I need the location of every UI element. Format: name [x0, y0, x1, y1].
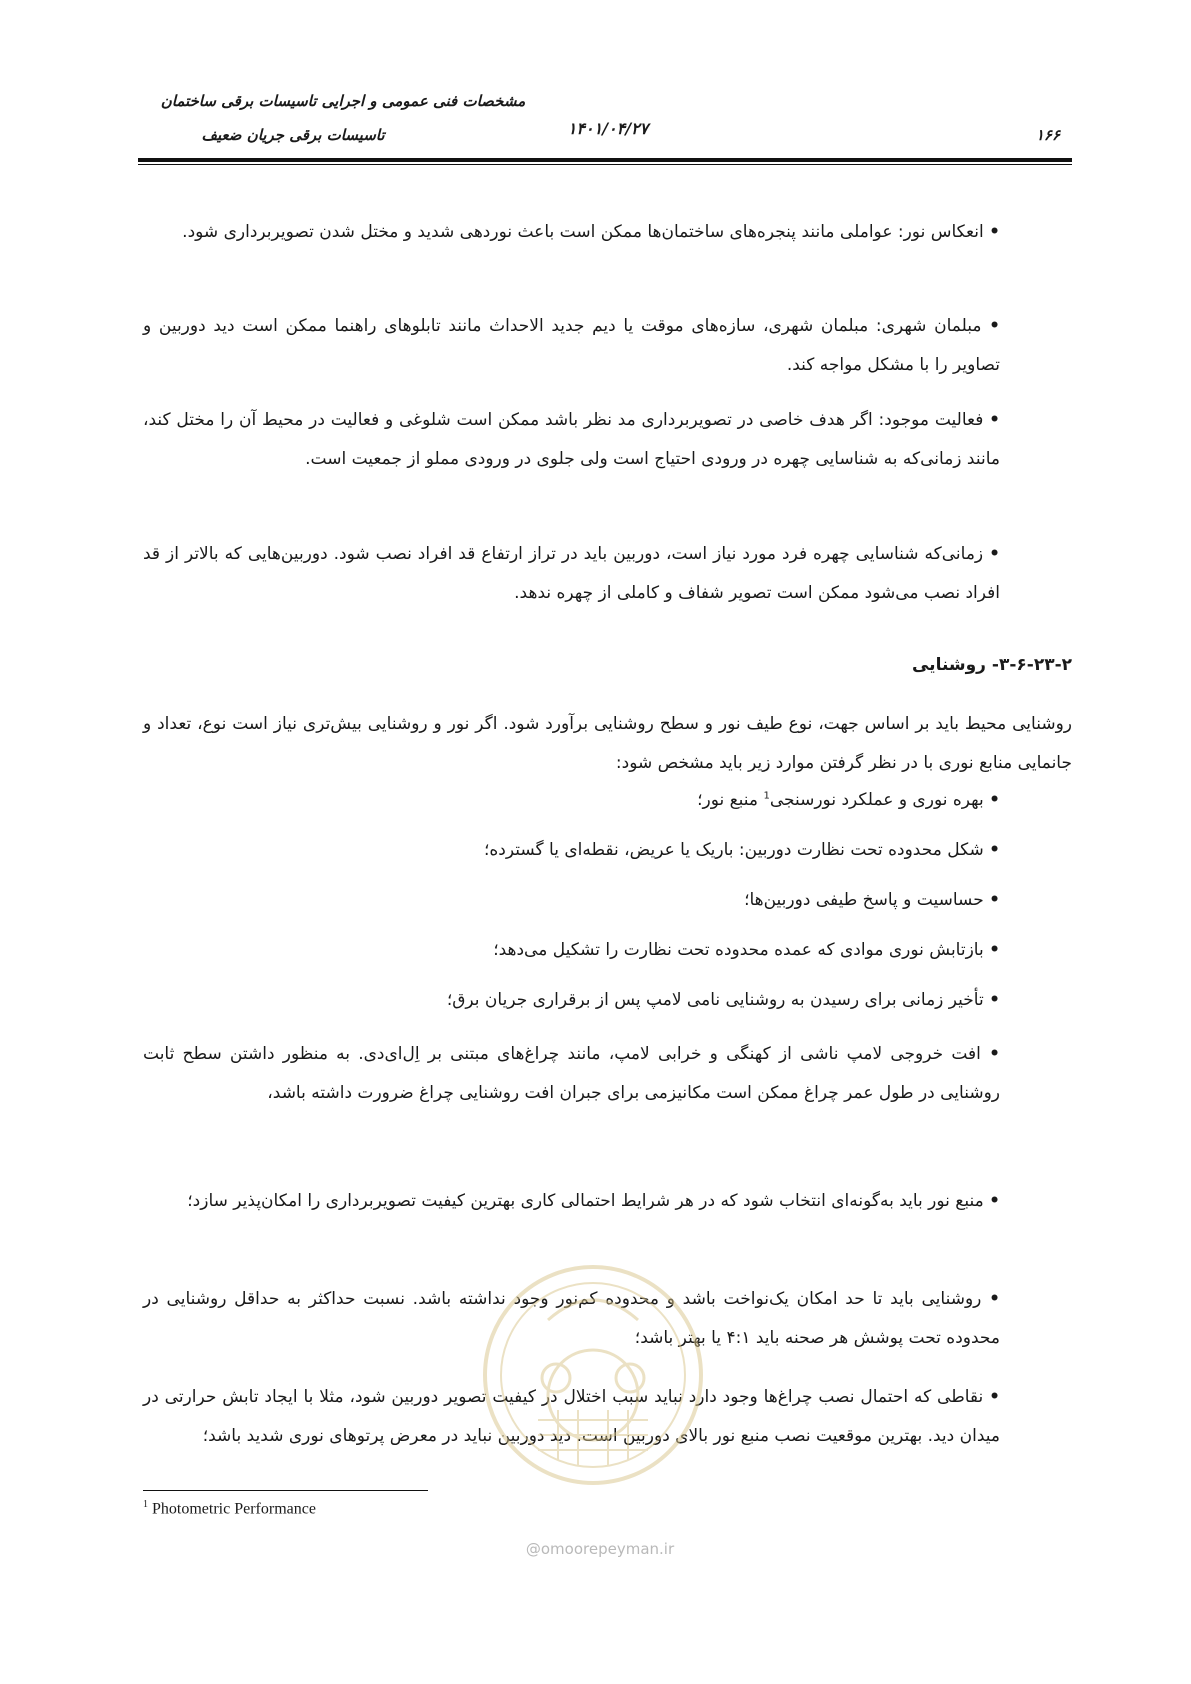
list-item: • منبع نور باید به‌گونه‌ای انتخاب شود که در هر شرایط احتمالی کاری بهترین کیفیت تصویربرداری را امکان‌پذیر سازد؛: [187, 1191, 1000, 1211]
section-intro: روشنایی محیط باید بر اساس جهت، نوع طیف نور و سطح روشنایی برآورد شود. اگر نور و روشنایی بیش‌تری نیاز است نوع، تعداد و جانمایی منابع نوری با در نظر گرفتن موارد زیر باید مشخص شود:: [143, 714, 1072, 773]
list-item-text: شکل محدوده تحت نظارت دوربین: باریک یا عریض، نقطه‌ای یا گسترده؛: [483, 840, 984, 860]
list-item: • حساسیت و پاسخ طیفی دوربین‌ها؛: [744, 890, 1000, 910]
watermark-site: @omoorepeyman.ir: [525, 1540, 675, 1558]
list-item: • تأخیر زمانی برای رسیدن به روشنایی نامی لامپ پس از برقراری جریان برق؛: [446, 990, 1000, 1010]
header-rule-thin: [138, 164, 1072, 165]
footnote-ref: 1: [763, 790, 770, 802]
list-item-text: بازتابش نوری موادی که عمده محدوده تحت نظارت را تشکیل می‌دهد؛: [493, 940, 984, 960]
bullet-text: انعکاس نور: عواملی مانند پنجره‌های ساختمان‌ها ممکن است باعث نوردهی شدید و مختل شدن تصویربرداری شود.: [182, 222, 984, 242]
list-item: • بهره نوری و عملکرد نورسنجی$^1$ منبع نور؛: [697, 790, 1000, 810]
section-heading: [700, 650, 1072, 680]
bullet-dot: •: [989, 544, 1000, 564]
bullet-dot: •: [989, 410, 1001, 430]
bullet-text: فعالیت موجود: اگر هدف خاصی در تصویربرداری مد نظر باشد ممکن است شلوغی و فعالیت در محیط آن را مختل کند، مانند زمانی‌که به شناسایی چهره در ورودی احتیاج است ولی جلوی در ورودی مملو از جمعیت است.: [143, 410, 1000, 469]
watermark-seal: [478, 1260, 708, 1490]
list-item-text: منبع نور باید به‌گونه‌ای انتخاب شود که در هر شرایط احتمالی کاری بهترین کیفیت تصویربرداری را امکان‌پذیر سازد؛: [187, 1191, 984, 1211]
list-item-text: روشنایی باید تا حد امکان یک‌نواخت باشد و محدوده کم‌نور وجود نداشته باشد. نسبت حداکثر به حداقل روشنایی در محدوده تحت پوشش هر صحنه باید ۴:۱ یا بهتر باشد؛: [143, 1289, 1000, 1348]
footnote-text: Photometric Performance: [148, 1500, 316, 1518]
footnote-rule: [143, 1490, 428, 1491]
list-item: • شکل محدوده تحت نظارت دوربین: باریک یا عریض، نقطه‌ای یا گسترده؛: [483, 840, 1000, 860]
footnote: [143, 1499, 316, 1518]
running-header-subtitle: تاسیسات برقی جریان ضعیف: [201, 126, 385, 144]
list-item: • روشنایی باید تا حد امکان یک‌نواخت باشد و محدوده کم‌نور وجود نداشته باشد. نسبت حداکثر به حداقل روشنایی در محدوده تحت پوشش هر صحنه باید ۴:۱ یا بهتر باشد؛: [143, 1289, 1000, 1348]
header-date: ۱۴۰۱/۰۴/۲۷: [567, 119, 649, 138]
list-item: • افت خروجی لامپ ناشی از کهنگی و خرابی لامپ، مانند چراغ‌های مبتنی بر اِل‌ای‌دی. به منظور داشتن سطح ثابت روشنایی در طول عمر چراغ ممکن است مکانیزمی برای جبران افت روشنایی چراغ ضرورت داشته باشد،: [143, 1044, 1000, 1103]
section-number: ۳-۶-۲۳-۲-: [991, 655, 1072, 675]
list-item-text: منبع نور؛: [697, 790, 764, 810]
running-header-title: مشخصات فنی عمومی و اجرایی تاسیسات برقی ساختمان: [160, 92, 526, 110]
list-item: • نقاطی که احتمال نصب چراغ‌ها وجود دارد نباید سبب اختلال در کیفیت تصویر دوربین شود، مثلا با ایجاد تابش حرارتی در میدان دید. بهترین موقعیت نصب منبع نور بالای دوربین است. دید دوربین نباید در معرض پرتوهای نوری شدید باشد؛: [143, 1387, 1001, 1446]
bullet-item: [143, 213, 1000, 252]
bullet-text: مبلمان شهری: مبلمان شهری، سازه‌های موقت یا دیم جدید الاحداث مانند تابلوهای راهنما ممکن است دید دوربین و تصاویر را با مشکل مواجه کند.: [143, 316, 1000, 375]
list-item-text: نقاطی که احتمال نصب چراغ‌ها وجود دارد نباید سبب اختلال در کیفیت تصویر دوربین شود، مثلا با ایجاد تابش حرارتی در میدان دید. بهترین موقعیت نصب منبع نور بالای دوربین است. دید دوربین نباید در معرض پرتوهای نوری شدید باشد؛: [143, 1387, 1000, 1446]
list-item-text: تأخیر زمانی برای رسیدن به روشنایی نامی لامپ پس از برقراری جریان برق؛: [446, 990, 984, 1010]
page-number: ۱۶۶: [1035, 126, 1060, 144]
footnote-marker: 1: [143, 1499, 148, 1510]
bullet-item: [143, 401, 1000, 479]
bullet-dot: •: [989, 316, 1000, 336]
section-title: روشنایی: [911, 655, 986, 675]
bullet-item: [143, 535, 1000, 613]
list-item-text: افت خروجی لامپ ناشی از کهنگی و خرابی لامپ، مانند چراغ‌های مبتنی بر اِل‌ای‌دی. به منظور داشتن سطح ثابت روشنایی در طول عمر چراغ ممکن است مکانیزمی برای جبران افت روشنایی چراغ ضرورت داشته باشد،: [143, 1044, 1000, 1103]
bullet-text: زمانی‌که شناسایی چهره فرد مورد نیاز است، دوربین باید در تراز ارتفاع قد افراد نصب شود. دوربین‌هایی که بالاتر از قد افراد نصب می‌شود ممکن است تصویر شفاف و کاملی از چهره ندهد.: [143, 544, 1000, 603]
bullet-item: [143, 307, 1000, 385]
list-item-text: بهره نوری و عملکرد نورسنجی: [769, 790, 984, 810]
list-item: • بازتابش نوری موادی که عمده محدوده تحت نظارت را تشکیل می‌دهد؛: [493, 940, 1000, 960]
header-rule-thick: [138, 158, 1072, 162]
list-item-text: حساسیت و پاسخ طیفی دوربین‌ها؛: [744, 890, 984, 910]
bullet-dot: •: [989, 222, 1000, 242]
